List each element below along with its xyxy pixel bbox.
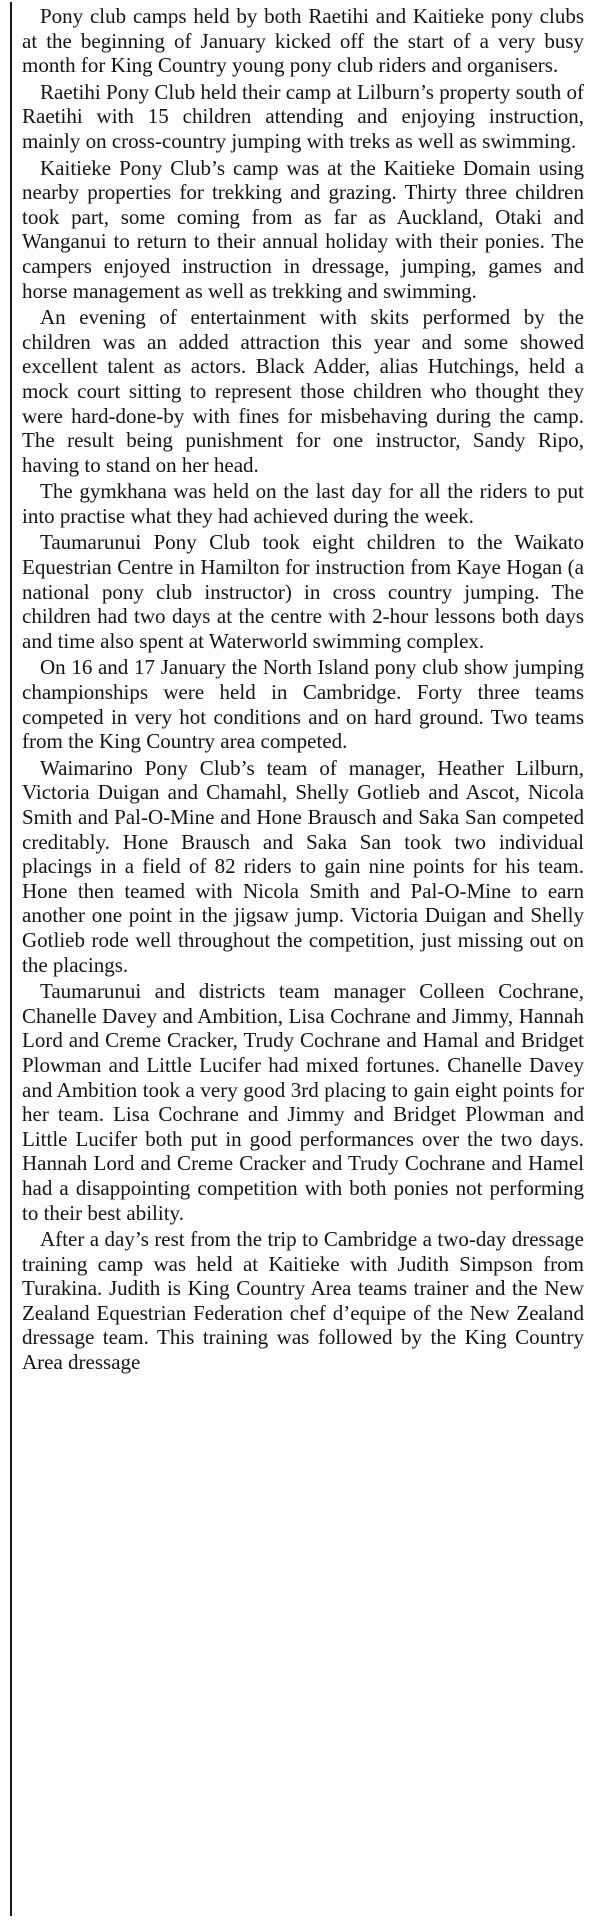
paragraph-taumarunui-team: Taumarunui and districts team manager Colleen Cochrane, Chanelle Davey and Ambition, Lisa Cochrane and Jimmy, Hannah Lord and Creme Cracker, Trudy Cochrane and Hamal and Bridget Plowman and Little Lucifer had mixed fortunes. Chanelle Davey and Ambition took a very good 3rd placing to gain eight points for her team. Lisa Cochrane and Jimmy and Bridget Plowman and Little Lucifer both put in good performances over the two days. Hannah Lord and Creme Cracker and Trudy Cochrane and Hamel had a disappointing competition with both ponies not performing to their best ability. (22, 979, 584, 1225)
paragraph-taumarunui-hamilton: Taumarunui Pony Club took eight children to the Waikato Equestrian Centre in Hamilton for instruction from Kaye Hogan (a national pony club instructor) in cross country jumping. The children had two days at the centre with 2-hour lessons both days and time also spent at Waterworld swimming complex. (22, 530, 584, 653)
paragraph-dressage-camp: After a day’s rest from the trip to Cambridge a two-day dressage training camp was held at Kaitieke with Judith Simpson from Turakina. Judith is King Country Area teams trainer and the New Zealand Equestrian Federation chef d’equipe of the New Zealand dressage team. This training was followed by the King Country Area dressage (22, 1227, 584, 1375)
paragraph-raetihi-camp: Raetihi Pony Club held their camp at Lilburn’s property south of Raetihi with 15 children attending and enjoying instruction, mainly on cross-country jumping with treks as well as swimming. (22, 79, 584, 153)
paragraph-waimarino-team: Waimarino Pony Club’s team of manager, Heather Lilburn, Victoria Duigan and Chamahl, Shelly Gotlieb and Ascot, Nicola Smith and Pal-O-Mine and Hone Brausch and Saka San competed creditably. Hone Brausch and Saka San took two individual placings in a field of 82 riders to gain nine points for his team. Hone then teamed with Nicola Smith and Pal-O-Mine to earn another one point in the jigsaw jump. Victoria Duigan and Shelly Gotlieb rode well throughout the competition, just missing out on the placings. (22, 755, 584, 977)
paragraph-entertainment: An evening of entertainment with skits performed by the children was an added attraction this year and some showed excellent talent as actors. Black Adder, alias Hutchings, held a mock court sitting to represent those children who thought they were hard-done-by with fines for misbehaving during the camp. The result being punishment for one instructor, Sandy Ripo, having to stand on her head. (22, 305, 584, 477)
article-column (22, 4, 584, 1375)
paragraph-kaitieke-camp: Kaitieke Pony Club’s camp was at the Kaitieke Domain using nearby properties for trekking and grazing. Thirty three children took part, some coming from as far as Auckland, Otaki and Wanganui to return to their annual holiday with their ponies. The campers enjoyed instruction in dressage, jumping, games and horse management as well as trekking and swimming. (22, 155, 584, 303)
column-rule (10, 2, 12, 1916)
paragraph-gymkhana: The gymkhana was held on the last day for all the riders to put into practise what they had achieved during the week. (22, 479, 584, 528)
paragraph-championships: On 16 and 17 January the North Island pony club show jumping championships were held in Cambridge. Forty three teams competed in very hot conditions and on hard ground. Two teams from the King Country area competed. (22, 655, 584, 754)
paragraph-camps-intro: Pony club camps held by both Raetihi and Kaitieke pony clubs at the beginning of January kicked off the start of a very busy month for King Country young pony club riders and organisers. (22, 4, 584, 78)
